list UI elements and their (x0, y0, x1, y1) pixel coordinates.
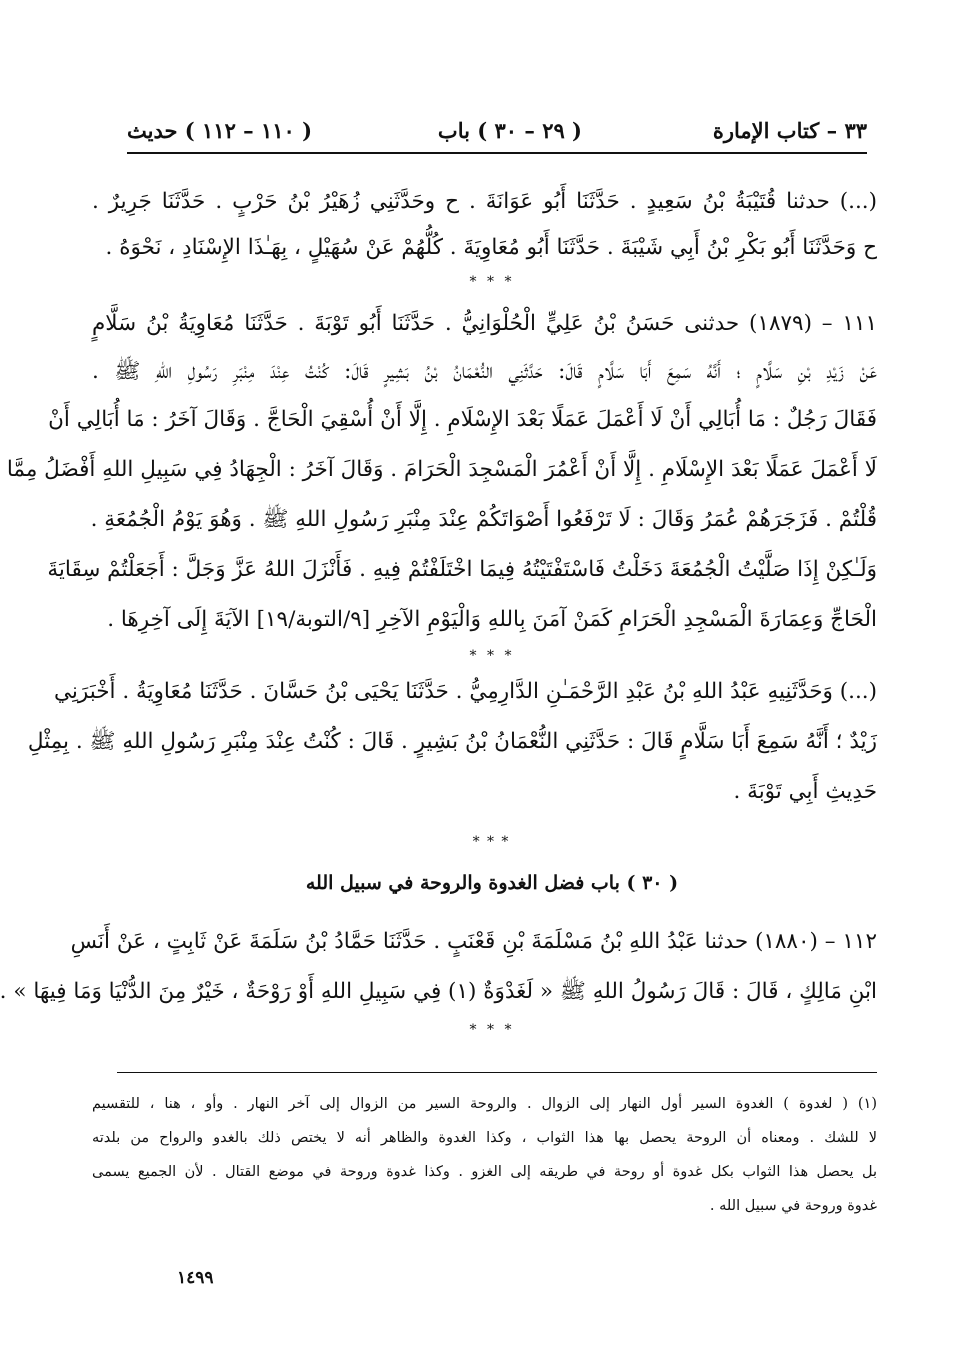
header-hadith-range: ( ١١٠ – ١١٢ ) حديث (127, 118, 313, 143)
footnote-line: لا للشك . ومعناه أن الروحة يحصل بها هذا الثواب ، وكذا الغدوة والظاهر أنه لا يختص ذلك بالغدو والرواح من بلدته (92, 1130, 877, 1146)
page-number: ١٤٩٩ (177, 1268, 214, 1288)
text-line: ١١١ – (١٨٧٩) حدثنى حَسَنُ بْنُ عَلِيٍّ الْحُلْوَانِيُّ . حَدَّثَنَا أَبُو تَوْبَةَ . حَدَّثَنَا مُعَاوِيَةُ بْنُ سَلَّامٍ (92, 311, 877, 336)
text-line: (...) حدثنا قُتَيْبَةُ بْنُ سَعِيدٍ . حَدَّثَنَا أَبُو عَوَانَةَ . ح وحَدَّثَنِي زُهَيْرُ بْنُ حَرْبٍ . حَدَّثَنَا جَرِيرٌ . (92, 189, 877, 214)
header-book-title: ٣٣ – كتاب الإمارة (712, 118, 867, 143)
separator-stars: * * * (472, 834, 512, 850)
running-header (127, 112, 867, 152)
text-line: ١١٢ – (١٨٨٠) حدثنا عَبْدُ اللهِ بْنُ مَسْلَمَةَ بْنِ قَعْنَبٍ . حَدَّثَنَا حَمَّادُ بْنُ سَلَمَةَ عَنْ ثَابِتٍ ، عَنْ أَنَسِ (70, 929, 877, 954)
text-line: (...) وَحَدَّثَنِيهِ عَبْدُ اللهِ بْنُ عَبْدِ الرَّحْمَـٰنِ الدَّارِمِيُّ . حَدَّثَنَا يَحْيَى بْنُ حَسَّانَ . حَدَّثَنَا مُعَاوِيَةُ . أَخْبَرَنِي (54, 679, 877, 704)
text-line: عَنْ زَيْدِ بْنِ سَلَّامٍ ؛ أَنَّهُ سَمِعَ أَبَا سَلَّامٍ قَالَ: حَدَّثَنِي النُّعْمَانُ بْنُ بَشِيرٍ قَالَ: كُنْتُ عِنْدَ مِنْبَرِ رَسُولِ اللهِ ﷺ . (92, 359, 877, 384)
footnote-rule (117, 1072, 877, 1073)
text-line: حَدِيثِ أَبِي تَوْبَةَ . (733, 779, 877, 804)
footnote-line: (١) ( لغدوة ) الغدوة السير أول النهار إلى الزوال . والروحة السير من الزوال إلى آخر النهار . وأو ، هنا ، للتقسيم (92, 1096, 877, 1112)
footnote-line: بل يحصل هذا الثواب بكل غدوة أو روحة في طريقه إلى الغزو . وكذا غدوة وروحة في موضع القتال . لأن الجميع يسمى (92, 1164, 877, 1180)
separator-stars: * * * (469, 1022, 515, 1038)
separator-stars: * * * (469, 648, 515, 664)
text-line: ح وَحَدَّثَنَا أَبُو بَكْرِ بْنُ أَبِي شَيْبَةَ . حَدَّثَنَا أَبُو مُعَاوِيَةَ . كُلُّهُمْ عَنْ سُهَيْلٍ ، بِهَـٰذَا الإِسْنَادِ ، نَحْوَهُ . (105, 235, 877, 260)
separator-stars: * * * (469, 274, 515, 290)
text-line: وَلَـٰكِنْ إِذَا صَلَّيْتُ الْجُمُعَةَ دَخَلْتُ فَاسْتَفْتَيْتُهُ فِيمَا اخْتَلَفْتُمْ فِيهِ . فَأَنْزَلَ اللهُ عَزَّ وَجَلَّ : أَجَعَلْتُمْ سِقَايَةَ (47, 557, 877, 582)
header-rule (127, 152, 867, 154)
chapter-title: ( ٣٠ ) باب فضل الغدوة والروحة في سبيل الله (305, 872, 679, 894)
text-line: ابْنِ مَالِكٍ ، قَالَ : قَالَ رَسُولُ اللهِ ﷺ « لَغَدْوَةٌ (١) فِي سَبِيلِ اللهِ أَوْ رَوْحَةٌ ، خَيْرٌ مِنَ الدُّنْيَا وَمَا فِيهَا » . (0, 979, 877, 1004)
footnote-line: غدوة وروحة في سبيل الله . (709, 1198, 877, 1214)
text-line: زَيْدٌ ؛ أَنَّهُ سَمِعَ أَبَا سَلَّامٍ قَالَ : حَدَّثَنِي النُّعْمَانُ بْنُ بَشِيرٍ . قَالَ : كُنْتُ عِنْدَ مِنْبَرِ رَسُولِ اللهِ ﷺ . بِمِثْلِ (27, 729, 877, 754)
text-line: لَا أَعْمَلَ عَمَلًا بَعْدَ الإِسْلَامِ . إِلَّا أَنْ أَعْمُرَ الْمَسْجِدَ الْحَرَامَ . وَقَالَ آخَرُ : الْجِهَادُ فِي سَبِيلِ اللهِ أَفْضَلُ مِمَّا (6, 457, 877, 482)
text-line: قُلْتُمْ . فَزَجَرَهُمْ عُمَرُ وَقَالَ : لَا تَرْفَعُوا أَصْوَاتَكُمْ عِنْدَ مِنْبَرِ رَسُولِ اللهِ ﷺ . وَهُوَ يَوْمُ الْجُمُعَةِ . (90, 507, 877, 532)
header-chapter-range: ( ٢٩ – ٣٠ ) باب (437, 118, 582, 143)
text-line: الْحَاجِّ وَعِمَارَةَ الْمَسْجِدِ الْحَرَامِ كَمَنْ آمَنَ بِاللهِ وَالْيَوْمِ الآخِرِ [٩/التوبة/١٩] الآيَةَ إِلَى آخِرِهَا . (107, 607, 877, 632)
text-line: فَقَالَ رَجُلٌ : مَا أُبَالِي أَنْ لَا أَعْمَلَ عَمَلًا بَعْدَ الإِسْلَامِ . إِلَّا أَنْ أُسْقِيَ الْحَاجَّ . وَقَالَ آخَرُ : مَا أُبَالِي أَنْ (48, 407, 877, 432)
